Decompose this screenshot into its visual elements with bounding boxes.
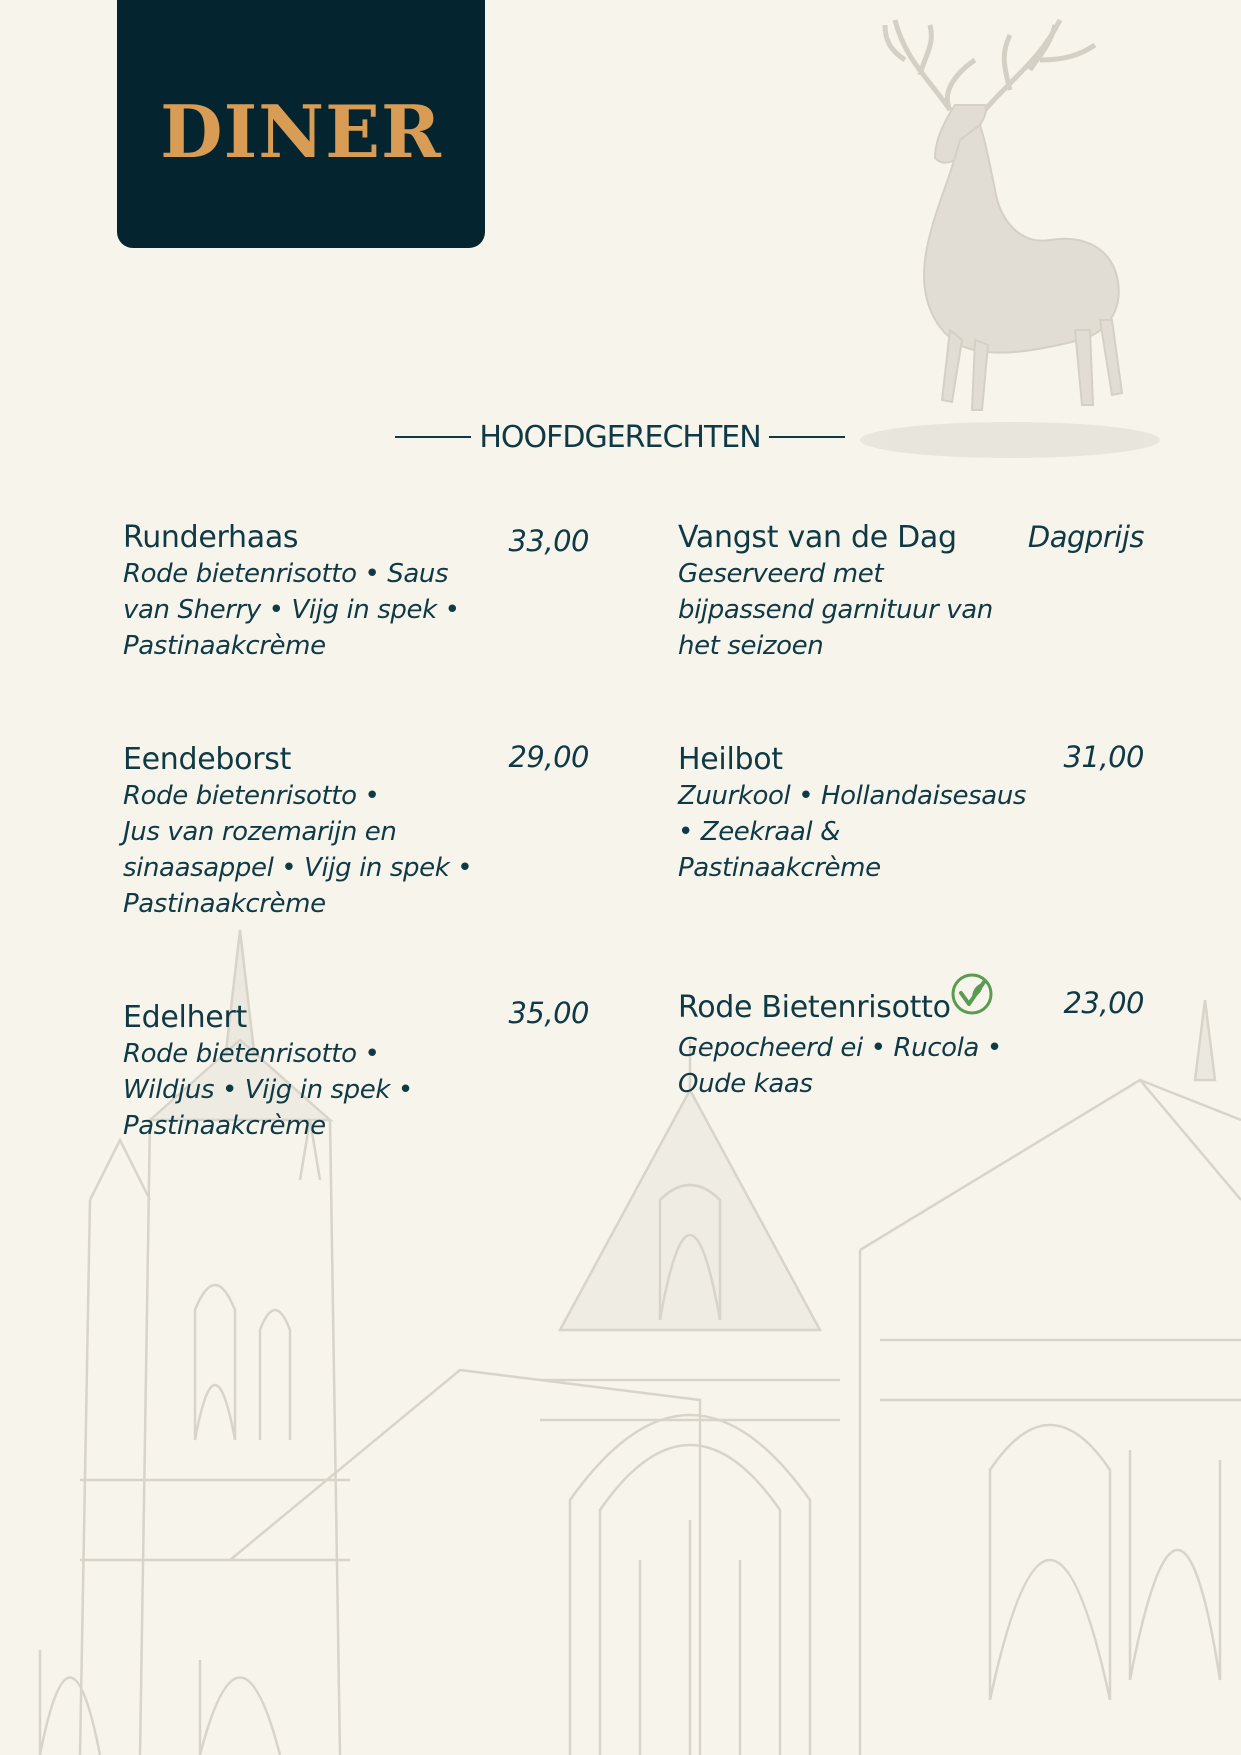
item-price: 33,00: [508, 524, 589, 558]
item-description: Geserveerd met bijpassend garnituur van het seizoen: [678, 559, 993, 661]
item-description: Rode bietenrisotto • Wildjus • Vijg in spek • Pastinaakcrème: [123, 1039, 413, 1141]
item-name: Runderhaas: [123, 520, 299, 555]
item-price: 29,00: [508, 740, 589, 774]
item-description: Zuurkool • Hollandaisesaus • Zeekraal & Pastinaakcrème: [678, 781, 1027, 883]
item-description: Rode bietenrisotto • Saus van Sherry • Vijg in spek • Pastinaakcrème: [123, 559, 460, 661]
item-price: Dagprijs: [1027, 520, 1144, 554]
item-price: 31,00: [1063, 740, 1144, 774]
heading-line-right: [769, 436, 845, 438]
stag-illustration: [860, 20, 1160, 458]
vegetarian-leaf-icon: [950, 972, 994, 1016]
item-name: Eendeborst: [123, 742, 292, 777]
item-description: Gepocheerd ei • Rucola • Oude kaas: [678, 1033, 1002, 1099]
heading-line-left: [395, 436, 471, 438]
menu-title: DINER: [160, 88, 442, 174]
item-name: Edelhert: [123, 1000, 247, 1035]
item-name: Vangst van de Dag: [678, 520, 957, 555]
item-description: Rode bietenrisotto • Jus van rozemarijn en sinaasappel • Vijg in spek • Pastinaakcrème: [123, 781, 473, 919]
item-price: 35,00: [508, 996, 589, 1030]
title-banner: [117, 0, 485, 248]
item-name: Rode Bietenrisotto: [678, 990, 951, 1025]
menu-item-heilbot: [678, 742, 1144, 892]
menu-item-rode-bietenrisotto: [678, 986, 1144, 1110]
menu-item-eendeborst: [123, 742, 589, 932]
menu-item-runderhaas: [123, 520, 589, 670]
section-heading: [395, 412, 845, 462]
item-price: 23,00: [1063, 986, 1144, 1020]
menu-item-vangst-van-de-dag: [678, 520, 1144, 670]
item-name: Heilbot: [678, 742, 783, 777]
menu-item-edelhert: [123, 996, 589, 1150]
section-title: HOOFDGERECHTEN: [479, 419, 761, 455]
